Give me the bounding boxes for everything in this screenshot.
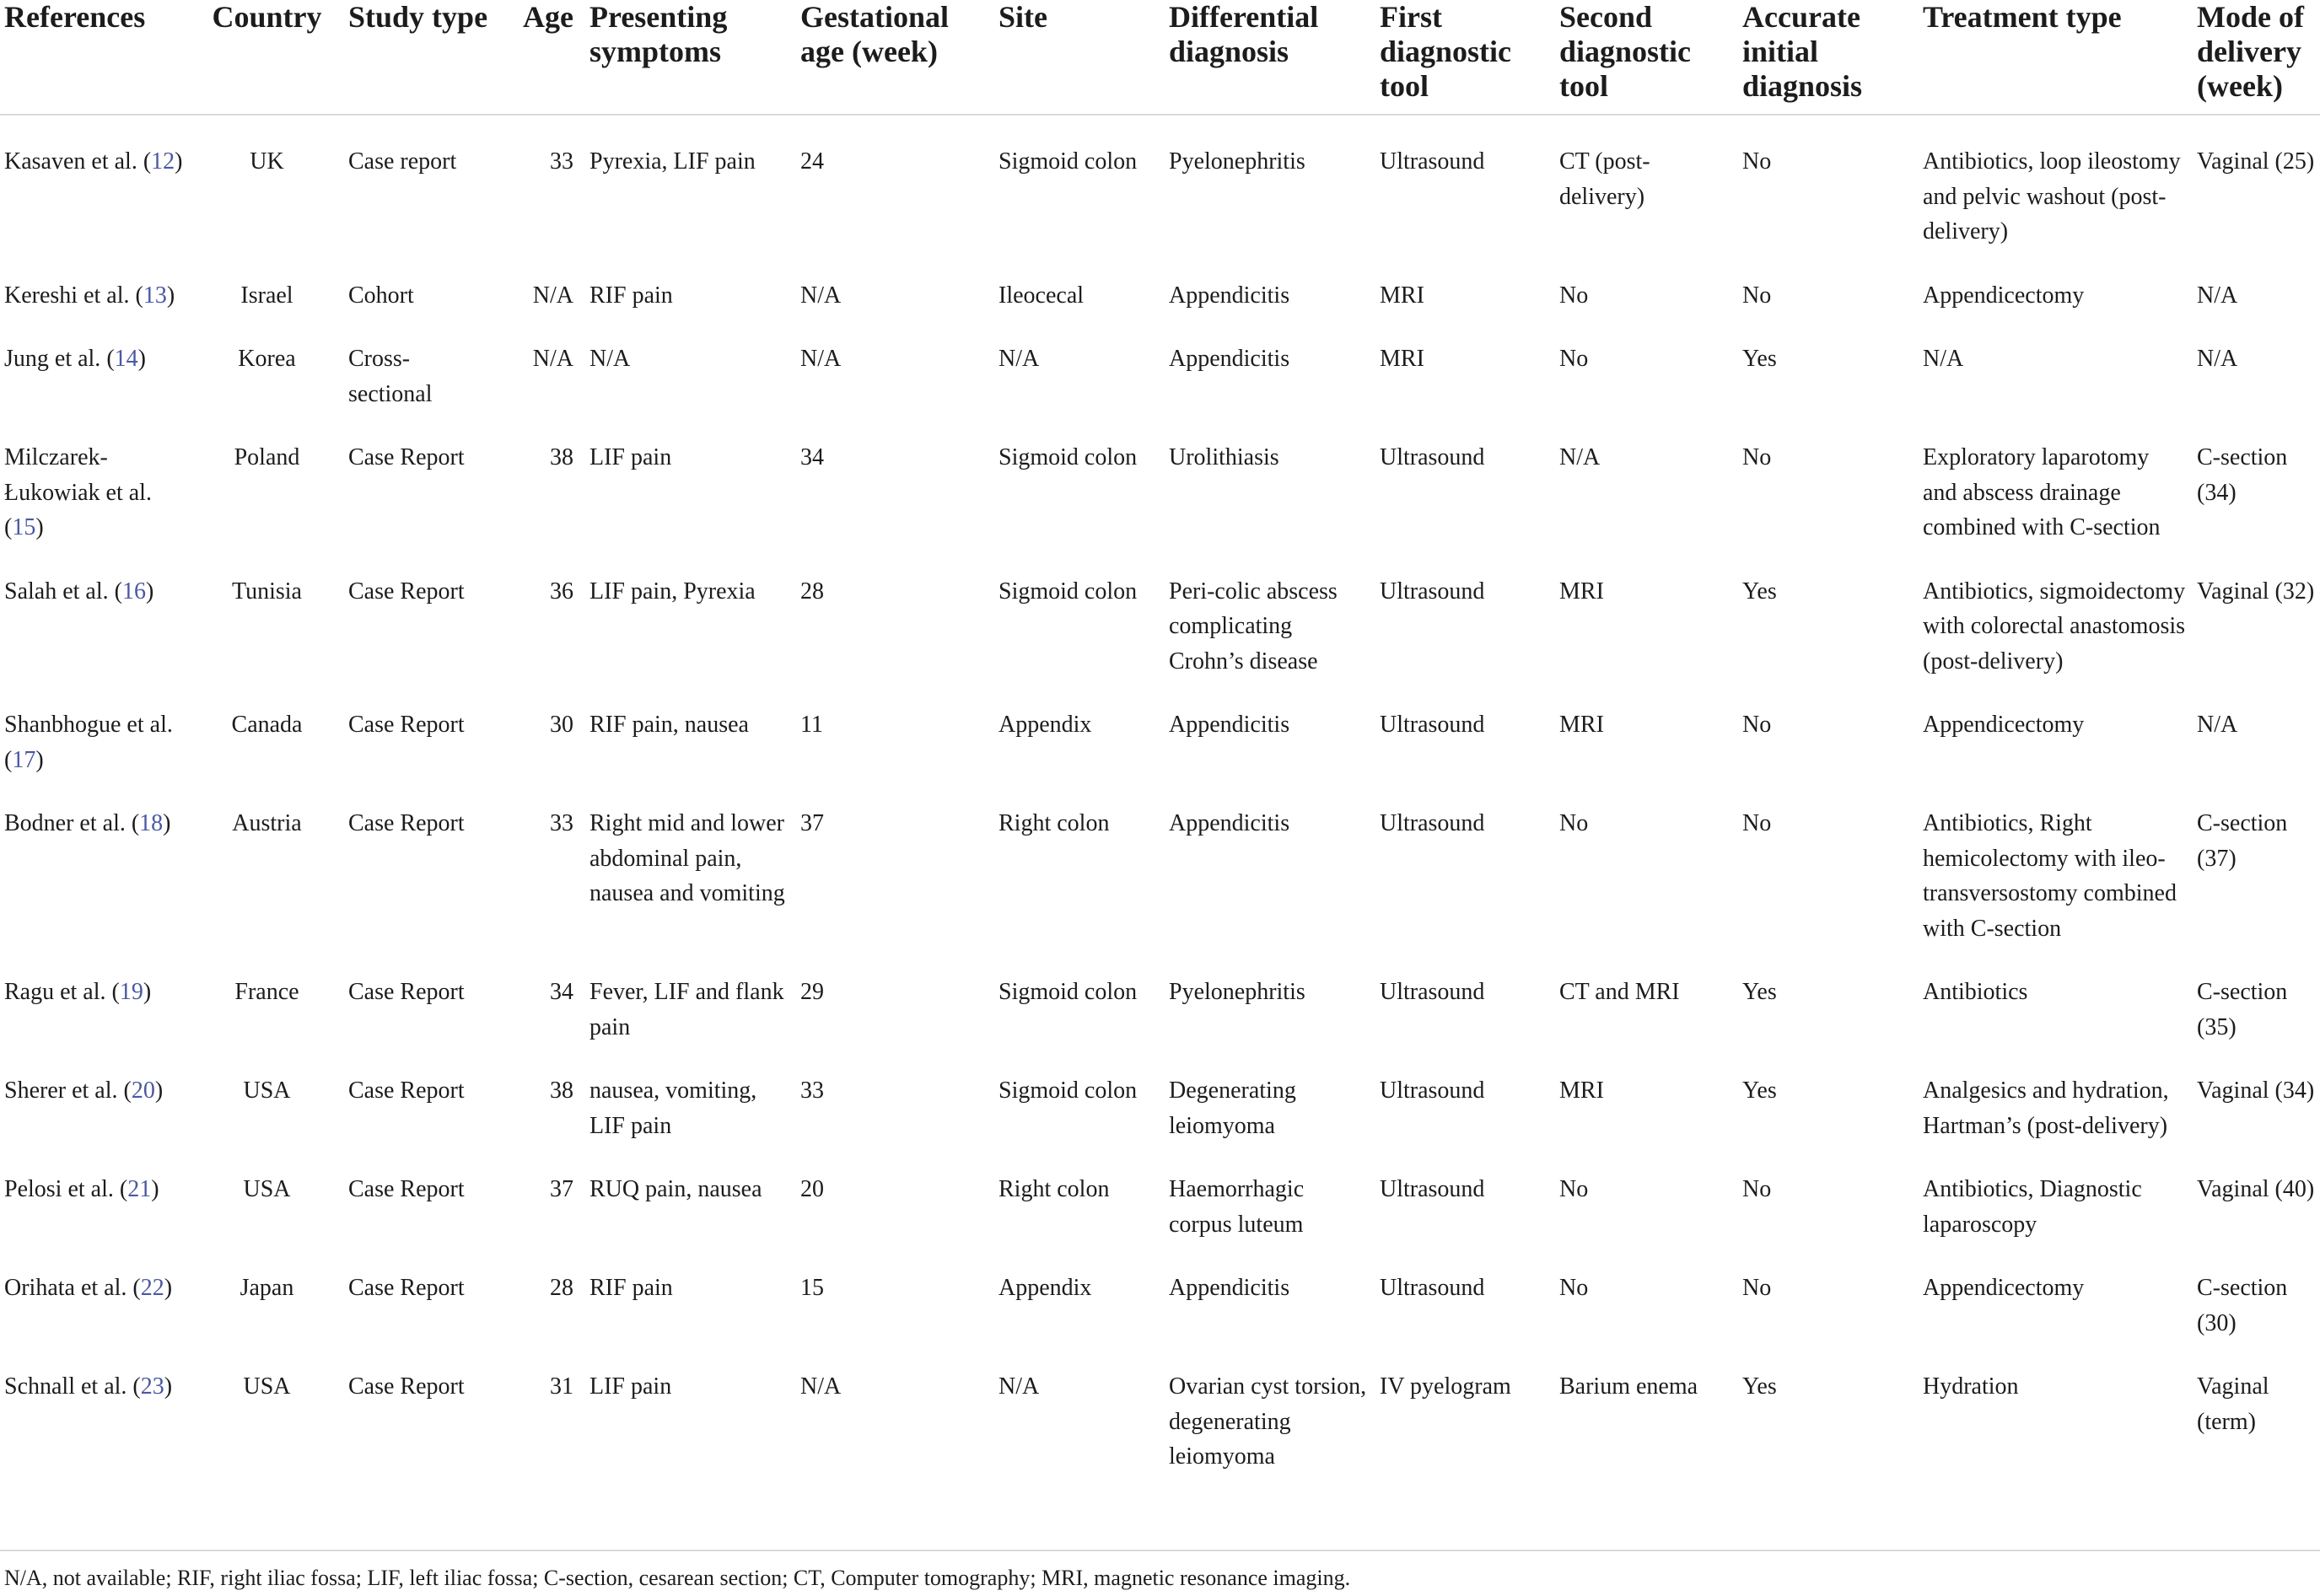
table-row bbox=[0, 1247, 2320, 1346]
cell-site: N/A bbox=[999, 1373, 1040, 1400]
cell-mode-of-delivery: Vaginal (term) bbox=[2197, 1373, 2269, 1435]
cell-second-diagnostic-tool: MRI bbox=[1559, 712, 1604, 738]
cell-study-type: Case Report bbox=[348, 1077, 465, 1104]
header-treatment-type: Treatment type bbox=[1923, 0, 2122, 34]
cell-accurate-initial-diagnosis: No bbox=[1742, 148, 1772, 175]
cell-site: Ileocecal bbox=[999, 282, 1085, 309]
cell-reference: Sherer et al. (20) bbox=[4, 1077, 164, 1104]
cell-study-type: Case Report bbox=[348, 810, 465, 836]
cell-second-diagnostic-tool: Barium enema bbox=[1559, 1373, 1698, 1400]
reference-citation-link[interactable]: 19 bbox=[119, 979, 143, 1005]
footnote-divider bbox=[0, 1550, 2320, 1551]
cell-differential-diagnosis: Peri-colic abscess complicating Crohn’s disease bbox=[1169, 578, 1338, 674]
cell-first-diagnostic-tool: Ultrasound bbox=[1380, 444, 1485, 470]
reference-citation-link[interactable]: 22 bbox=[140, 1275, 164, 1301]
cell-country: Austria bbox=[232, 810, 302, 836]
header-accurate-initial-diagnosis: Accurate initial diagnosis bbox=[1742, 0, 1863, 103]
cell-site: Right colon bbox=[999, 810, 1110, 836]
cell-second-diagnostic-tool: No bbox=[1559, 282, 1589, 309]
table-row bbox=[0, 551, 2320, 685]
cell-site: Right colon bbox=[999, 1176, 1110, 1202]
cell-country: Tunisia bbox=[231, 578, 302, 605]
cell-mode-of-delivery: C-section (30) bbox=[2197, 1275, 2288, 1336]
cell-study-type: Case Report bbox=[348, 979, 465, 1005]
cell-site: Appendix bbox=[999, 712, 1092, 738]
cell-gestational-age: 11 bbox=[800, 712, 823, 738]
cell-age: 38 bbox=[550, 1077, 573, 1104]
cell-second-diagnostic-tool: No bbox=[1559, 810, 1589, 836]
cell-age: 36 bbox=[550, 578, 573, 605]
cell-second-diagnostic-tool: N/A bbox=[1559, 444, 1601, 470]
header-references: References bbox=[4, 0, 146, 34]
cell-study-type: Case report bbox=[348, 148, 457, 175]
cell-presenting-symptoms: nausea, vomiting, LIF pain bbox=[589, 1077, 757, 1139]
header-site: Site bbox=[999, 0, 1047, 34]
table-row bbox=[0, 255, 2320, 319]
cell-treatment-type: Exploratory laparotomy and abscess drainage combined with C-section bbox=[1923, 444, 2161, 540]
reference-author: Kereshi et al. bbox=[4, 282, 130, 309]
cell-site: Sigmoid colon bbox=[999, 148, 1138, 175]
reference-author: Shanbhogue et al. bbox=[4, 712, 173, 738]
cell-differential-diagnosis: Urolithiasis bbox=[1169, 444, 1279, 470]
reference-author: Milczarek-Łukowiak et al. bbox=[4, 444, 152, 506]
cell-study-type: Case Report bbox=[348, 578, 465, 605]
cell-age: N/A bbox=[532, 282, 573, 309]
cell-differential-diagnosis: Pyelonephritis bbox=[1169, 979, 1305, 1005]
cell-first-diagnostic-tool: Ultrasound bbox=[1380, 1077, 1485, 1104]
header-age: Age bbox=[523, 0, 573, 34]
cell-study-type: Case Report bbox=[348, 444, 465, 470]
header-study-type: Study type bbox=[348, 0, 488, 34]
table-row bbox=[0, 1148, 2320, 1247]
cell-mode-of-delivery: C-section (35) bbox=[2197, 979, 2288, 1040]
cell-site: Sigmoid colon bbox=[999, 979, 1138, 1005]
cell-reference: Schnall et al. (23) bbox=[4, 1373, 173, 1400]
cell-gestational-age: 24 bbox=[800, 148, 824, 175]
cell-country: Israel bbox=[240, 282, 293, 309]
cell-reference: Ragu et al. (19) bbox=[4, 979, 152, 1005]
reference-author: Ragu et al. bbox=[4, 979, 106, 1005]
cell-first-diagnostic-tool: Ultrasound bbox=[1380, 1176, 1485, 1202]
cell-first-diagnostic-tool: Ultrasound bbox=[1380, 979, 1485, 1005]
table-footnote: N/A, not available; RIF, right iliac fossa; LIF, left iliac fossa; C-section, cesarean section; CT, Computer tomography; MRI, magnetic resonance imaging. bbox=[4, 1566, 1351, 1590]
cell-accurate-initial-diagnosis: No bbox=[1742, 712, 1772, 738]
cell-gestational-age: 29 bbox=[800, 979, 824, 1005]
cell-mode-of-delivery: Vaginal (32) bbox=[2197, 578, 2315, 605]
cell-presenting-symptoms: Fever, LIF and flank pain bbox=[589, 979, 784, 1040]
cell-accurate-initial-diagnosis: No bbox=[1742, 1176, 1772, 1202]
header-gestational-age: Gestational age (week) bbox=[800, 0, 949, 68]
cell-reference: Salah et al. (16) bbox=[4, 578, 154, 605]
table-row bbox=[0, 951, 2320, 1050]
cell-reference: Milczarek-Łukowiak et al. (15) bbox=[4, 444, 152, 540]
header-country: Country bbox=[212, 0, 322, 34]
cell-first-diagnostic-tool: Ultrasound bbox=[1380, 712, 1485, 738]
cell-treatment-type: Antibiotics, Diagnostic laparoscopy bbox=[1923, 1176, 2142, 1238]
cell-treatment-type: Antibiotics, sigmoidectomy with colorectal anastomosis (post-delivery) bbox=[1923, 578, 2186, 674]
cell-accurate-initial-diagnosis: Yes bbox=[1742, 1373, 1777, 1400]
cell-accurate-initial-diagnosis: No bbox=[1742, 1275, 1772, 1301]
cell-country: Korea bbox=[238, 346, 296, 372]
cell-first-diagnostic-tool: Ultrasound bbox=[1380, 148, 1485, 175]
table-row bbox=[0, 115, 2320, 255]
cell-second-diagnostic-tool: No bbox=[1559, 346, 1589, 372]
cell-age: 30 bbox=[550, 712, 573, 738]
cell-treatment-type: Antibiotics, loop ileostomy and pelvic washout (post-delivery) bbox=[1923, 148, 2181, 245]
cell-presenting-symptoms: LIF pain bbox=[589, 444, 672, 470]
cell-gestational-age: 37 bbox=[800, 810, 824, 836]
cell-age: 33 bbox=[550, 810, 573, 836]
cell-accurate-initial-diagnosis: Yes bbox=[1742, 979, 1777, 1005]
cell-differential-diagnosis: Ovarian cyst torsion, degenerating leiomyoma bbox=[1169, 1373, 1367, 1470]
cell-study-type: Cross-sectional bbox=[348, 346, 433, 407]
cell-site: Sigmoid colon bbox=[999, 444, 1138, 470]
cell-study-type: Cohort bbox=[348, 282, 414, 309]
cell-treatment-type: Antibiotics bbox=[1923, 979, 2028, 1005]
cell-treatment-type: Appendicectomy bbox=[1923, 282, 2085, 309]
reference-author: Schnall et al. bbox=[4, 1373, 127, 1400]
cell-differential-diagnosis: Appendicitis bbox=[1169, 712, 1290, 738]
cell-treatment-type: Appendicectomy bbox=[1923, 712, 2085, 738]
reference-citation-link[interactable]: 23 bbox=[140, 1373, 164, 1400]
cell-age: 31 bbox=[550, 1373, 573, 1400]
cell-gestational-age: N/A bbox=[800, 1373, 842, 1400]
cell-accurate-initial-diagnosis: No bbox=[1742, 282, 1772, 309]
cell-country: Poland bbox=[234, 444, 300, 470]
header-row bbox=[0, 0, 2320, 115]
cell-study-type: Case Report bbox=[348, 1176, 465, 1202]
cell-reference: Bodner et al. (18) bbox=[4, 810, 171, 836]
cell-mode-of-delivery: N/A bbox=[2197, 282, 2238, 309]
cell-differential-diagnosis: Appendicitis bbox=[1169, 1275, 1290, 1301]
cell-country: USA bbox=[243, 1373, 291, 1400]
cell-gestational-age: N/A bbox=[800, 346, 842, 372]
reference-citation-link[interactable]: 13 bbox=[143, 282, 167, 309]
reference-citation-link[interactable]: 17 bbox=[12, 746, 36, 773]
cell-accurate-initial-diagnosis: Yes bbox=[1742, 346, 1777, 372]
cell-site: Sigmoid colon bbox=[999, 1077, 1138, 1104]
cell-second-diagnostic-tool: No bbox=[1559, 1275, 1589, 1301]
cell-second-diagnostic-tool: MRI bbox=[1559, 1077, 1604, 1104]
cell-treatment-type: Hydration bbox=[1923, 1373, 2019, 1400]
reference-citation-link[interactable]: 21 bbox=[127, 1176, 152, 1202]
cell-presenting-symptoms: RIF pain bbox=[589, 282, 673, 309]
cell-study-type: Case Report bbox=[348, 712, 465, 738]
reference-author: Salah et al. bbox=[4, 578, 109, 605]
cell-age: 37 bbox=[550, 1176, 573, 1202]
cell-reference: Kereshi et al. (13) bbox=[4, 282, 175, 309]
table-row bbox=[0, 684, 2320, 782]
cell-mode-of-delivery: N/A bbox=[2197, 346, 2238, 372]
cell-site: N/A bbox=[999, 346, 1040, 372]
table-row bbox=[0, 1346, 2320, 1480]
reference-citation-link[interactable]: 14 bbox=[114, 346, 138, 372]
table-row bbox=[0, 782, 2320, 951]
cell-differential-diagnosis: Appendicitis bbox=[1169, 810, 1290, 836]
cell-presenting-symptoms: LIF pain bbox=[589, 1373, 672, 1400]
cell-first-diagnostic-tool: Ultrasound bbox=[1380, 1275, 1485, 1301]
cell-presenting-symptoms: Pyrexia, LIF pain bbox=[589, 148, 756, 175]
cell-presenting-symptoms: RUQ pain, nausea bbox=[589, 1176, 762, 1202]
cell-differential-diagnosis: Appendicitis bbox=[1169, 346, 1290, 372]
reference-citation-link[interactable]: 16 bbox=[121, 578, 146, 605]
cell-age: 38 bbox=[550, 444, 573, 470]
cell-differential-diagnosis: Appendicitis bbox=[1169, 282, 1290, 309]
cell-mode-of-delivery: Vaginal (40) bbox=[2197, 1176, 2315, 1202]
cell-differential-diagnosis: Haemorrhagic corpus luteum bbox=[1169, 1176, 1305, 1238]
header-differential-diagnosis: Differential diagnosis bbox=[1169, 0, 1319, 68]
cell-second-diagnostic-tool: No bbox=[1559, 1176, 1589, 1202]
table-row bbox=[0, 1050, 2320, 1148]
cell-second-diagnostic-tool: CT (post-delivery) bbox=[1559, 148, 1650, 210]
cell-treatment-type: Analgesics and hydration, Hartman’s (post-delivery) bbox=[1923, 1077, 2169, 1139]
cell-reference: Pelosi et al. (21) bbox=[4, 1176, 159, 1202]
cell-accurate-initial-diagnosis: Yes bbox=[1742, 1077, 1777, 1104]
cell-age: N/A bbox=[532, 346, 573, 372]
cell-age: 34 bbox=[550, 979, 573, 1005]
cell-first-diagnostic-tool: MRI bbox=[1380, 282, 1424, 309]
cell-country: Japan bbox=[240, 1275, 294, 1301]
cell-gestational-age: 20 bbox=[800, 1176, 824, 1202]
cell-gestational-age: 34 bbox=[800, 444, 824, 470]
cell-gestational-age: 33 bbox=[800, 1077, 824, 1104]
reference-citation-link[interactable]: 20 bbox=[131, 1077, 155, 1104]
cell-gestational-age: N/A bbox=[800, 282, 842, 309]
reference-author: Jung et al. bbox=[4, 346, 101, 372]
cell-accurate-initial-diagnosis: No bbox=[1742, 810, 1772, 836]
cell-presenting-symptoms: RIF pain bbox=[589, 1275, 673, 1301]
cell-country: UK bbox=[250, 148, 284, 175]
cell-first-diagnostic-tool: Ultrasound bbox=[1380, 810, 1485, 836]
cell-presenting-symptoms: LIF pain, Pyrexia bbox=[589, 578, 756, 605]
table-body bbox=[0, 115, 2320, 1480]
cell-age: 33 bbox=[550, 148, 573, 175]
cell-country: France bbox=[234, 979, 299, 1005]
reference-author: Orihata et al. bbox=[4, 1275, 127, 1301]
cell-second-diagnostic-tool: MRI bbox=[1559, 578, 1604, 605]
cell-site: Sigmoid colon bbox=[999, 578, 1138, 605]
cell-mode-of-delivery: Vaginal (25) bbox=[2197, 148, 2315, 175]
header-second-diagnostic-tool: Second diagnostic tool bbox=[1559, 0, 1692, 103]
cell-accurate-initial-diagnosis: Yes bbox=[1742, 578, 1777, 605]
cell-reference: Jung et al. (14) bbox=[4, 346, 146, 372]
header-mode-of-delivery: Mode of delivery (week) bbox=[2197, 0, 2304, 103]
cell-first-diagnostic-tool: MRI bbox=[1380, 346, 1424, 372]
cell-reference: Shanbhogue et al. (17) bbox=[4, 712, 173, 773]
cell-country: USA bbox=[243, 1176, 291, 1202]
cell-treatment-type: Antibiotics, Right hemicolectomy with ileo-transversostomy combined with C-section bbox=[1923, 810, 2177, 942]
reference-citation-link[interactable]: 15 bbox=[12, 514, 36, 540]
cell-reference: Orihata et al. (22) bbox=[4, 1275, 173, 1301]
reference-citation-link[interactable]: 12 bbox=[151, 148, 175, 175]
cell-treatment-type: Appendicectomy bbox=[1923, 1275, 2085, 1301]
table-row bbox=[0, 318, 2320, 416]
cell-age: 28 bbox=[550, 1275, 573, 1301]
cell-differential-diagnosis: Pyelonephritis bbox=[1169, 148, 1305, 175]
header-first-diagnostic-tool: First diagnostic tool bbox=[1380, 0, 1512, 103]
cell-presenting-symptoms: Right mid and lower abdominal pain, nausea and vomiting bbox=[589, 810, 785, 906]
cell-site: Appendix bbox=[999, 1275, 1092, 1301]
cell-presenting-symptoms: N/A bbox=[589, 346, 631, 372]
cell-gestational-age: 28 bbox=[800, 578, 824, 605]
reference-author: Pelosi et al. bbox=[4, 1176, 114, 1202]
table-row bbox=[0, 416, 2320, 551]
cell-country: USA bbox=[243, 1077, 291, 1104]
cell-reference: Kasaven et al. (12) bbox=[4, 148, 183, 175]
cell-treatment-type: N/A bbox=[1923, 346, 1964, 372]
reference-author: Sherer et al. bbox=[4, 1077, 118, 1104]
cell-accurate-initial-diagnosis: No bbox=[1742, 444, 1772, 470]
reference-author: Kasaven et al. bbox=[4, 148, 137, 175]
cell-mode-of-delivery: C-section (37) bbox=[2197, 810, 2288, 872]
cell-study-type: Case Report bbox=[348, 1373, 465, 1400]
cell-country: Canada bbox=[231, 712, 303, 738]
cell-mode-of-delivery: C-section (34) bbox=[2197, 444, 2288, 506]
cell-differential-diagnosis: Degenerating leiomyoma bbox=[1169, 1077, 1296, 1139]
cell-gestational-age: 15 bbox=[800, 1275, 824, 1301]
cell-first-diagnostic-tool: Ultrasound bbox=[1380, 578, 1485, 605]
cell-second-diagnostic-tool: CT and MRI bbox=[1559, 979, 1680, 1005]
cell-mode-of-delivery: Vaginal (34) bbox=[2197, 1077, 2315, 1104]
reference-citation-link[interactable]: 18 bbox=[139, 810, 164, 836]
cell-study-type: Case Report bbox=[348, 1275, 465, 1301]
reference-author: Bodner et al. bbox=[4, 810, 126, 836]
header-presenting-symptoms: Presenting symptoms bbox=[589, 0, 728, 68]
cell-presenting-symptoms: RIF pain, nausea bbox=[589, 712, 749, 738]
cell-mode-of-delivery: N/A bbox=[2197, 712, 2238, 738]
cell-first-diagnostic-tool: IV pyelogram bbox=[1380, 1373, 1511, 1400]
